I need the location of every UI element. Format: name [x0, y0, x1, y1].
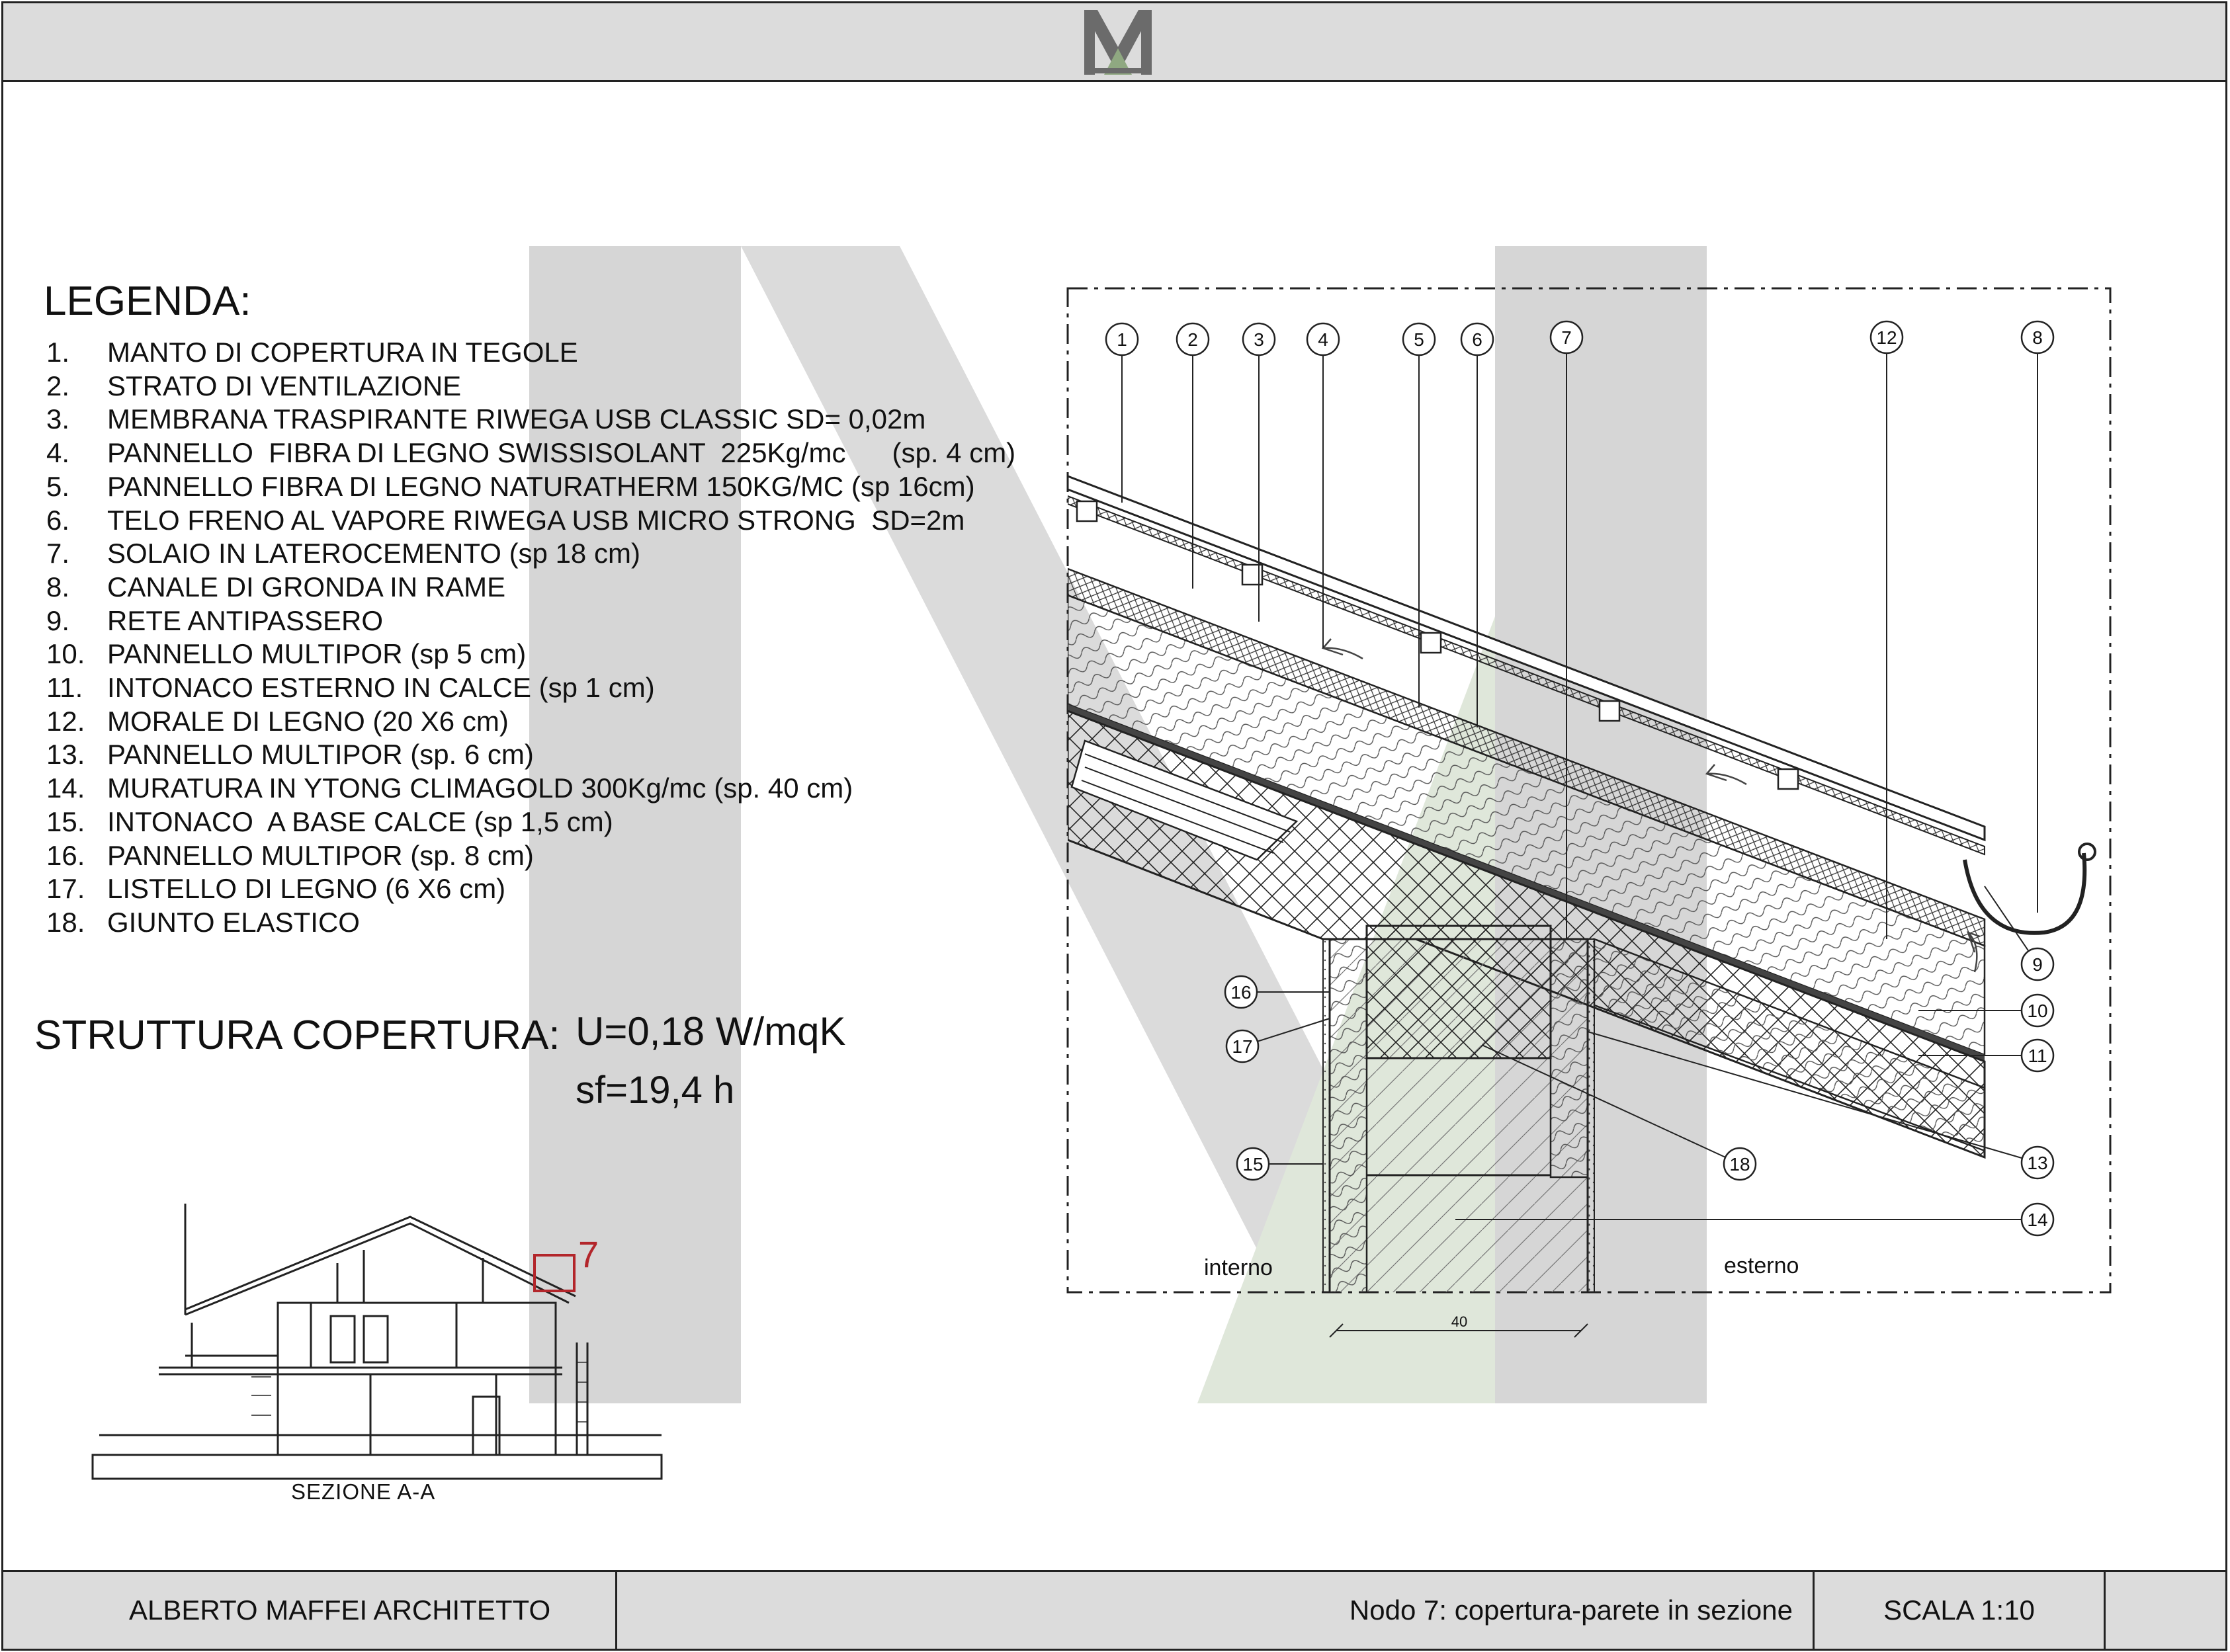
label-interno: interno [1204, 1255, 1273, 1280]
legend-item [46, 638, 1015, 671]
callout-number: 11 [2028, 1046, 2047, 1066]
legend-item-text: PANNELLO FIBRA DI LEGNO NATURATHERM 150KG/MC (sp 16cm) [107, 470, 975, 502]
legend-item [46, 537, 1015, 571]
label-esterno: esterno [1724, 1253, 1799, 1278]
legend-item [46, 705, 1015, 739]
legend-item-text: STRATO DI VENTILAZIONE [107, 370, 462, 401]
sf-value: sf=19,4 h [576, 1069, 735, 1112]
section-a-a-drawing [86, 1204, 668, 1481]
callout-number: 14 [2027, 1210, 2048, 1230]
footer-title-cell [617, 1572, 1815, 1649]
callout-number: 15 [1242, 1154, 1264, 1175]
callout-number: 18 [1729, 1154, 1750, 1175]
callout-number: 10 [2027, 1001, 2048, 1021]
legend-item-number: 3. [46, 403, 70, 435]
legend-item [46, 738, 1015, 772]
legend-item-number: 4. [46, 437, 70, 469]
legend-item [46, 571, 1015, 604]
header-bar [1, 1, 2227, 82]
legend-item-number: 12. [46, 705, 85, 737]
callout-number: 13 [2027, 1153, 2048, 1173]
legend-item-text: PANNELLO MULTIPOR (sp 5 cm) [107, 638, 527, 670]
callout-number: 3 [1254, 329, 1264, 350]
legend-item-number: 17. [46, 873, 85, 905]
legend-item-number: 14. [46, 772, 85, 804]
legend-list [46, 336, 1015, 940]
legend-item-text: CANALE DI GRONDA IN RAME [107, 571, 506, 602]
logo-m-icon [1082, 7, 1154, 77]
callout-number: 9 [2032, 954, 2043, 975]
legend-item-text: PANNELLO MULTIPOR (sp. 8 cm) [107, 839, 534, 871]
legend-item-number: 7. [46, 538, 70, 569]
callout-number: 2 [1187, 329, 1198, 350]
callout-number: 4 [1318, 329, 1328, 350]
legend-item-number: 16. [46, 839, 85, 871]
legend-item-text: SOLAIO IN LATEROCEMENTO (sp 18 cm) [107, 538, 640, 569]
legend-item-number: 1. [46, 337, 70, 368]
legend-item-number: 6. [46, 504, 70, 536]
legend-item-number: 15. [46, 805, 85, 837]
footer-title: Nodo 7: copertura-parete in sezione [1349, 1594, 1793, 1626]
legend-item-number: 9. [46, 604, 70, 636]
legend-item-number: 2. [46, 370, 70, 401]
footer-bar [1, 1570, 2227, 1651]
legend-item [46, 872, 1015, 906]
legend-item-text: PANNELLO MULTIPOR (sp. 6 cm) [107, 739, 534, 770]
legend-item [46, 805, 1015, 839]
callout-number: 5 [1414, 329, 1424, 350]
structure-title: STRUTTURA COPERTURA: [34, 1012, 560, 1058]
legend-item [46, 772, 1015, 805]
legend-item [46, 336, 1015, 370]
callout-number: 6 [1472, 329, 1482, 350]
legend-item [46, 504, 1015, 538]
legend-item-text: RETE ANTIPASSERO [107, 604, 383, 636]
callout-number: 16 [1230, 982, 1252, 1003]
legend-item-number: 10. [46, 638, 85, 670]
footer-scale: SCALA 1:10 [1883, 1594, 2035, 1626]
callout-number: 8 [2032, 327, 2043, 348]
legend-item [46, 436, 1015, 470]
legend-item-text: MEMBRANA TRASPIRANTE RIWEGA USB CLASSIC SD= 0,02m [107, 403, 926, 435]
legend-item-text: LISTELLO DI LEGNO (6 X6 cm) [107, 873, 506, 905]
callout-number: 12 [1876, 327, 1897, 348]
callout-number: 1 [1117, 329, 1127, 350]
roof-wall-detail [1058, 278, 2130, 1362]
legend-item-text: INTONACO A BASE CALCE (sp 1,5 cm) [107, 805, 613, 837]
footer-scale-cell [1815, 1572, 2106, 1649]
legend-item-text: GIUNTO ELASTICO [107, 906, 360, 938]
legend-item-text: MORALE DI LEGNO (20 X6 cm) [107, 705, 509, 737]
legend-item-number: 5. [46, 470, 70, 502]
legend-item [46, 671, 1015, 705]
legend-item-text: INTONACO ESTERNO IN CALCE (sp 1 cm) [107, 672, 655, 704]
legend-item-number: 8. [46, 571, 70, 602]
footer-author-cell [3, 1572, 617, 1649]
section-label: SEZIONE A-A [291, 1479, 436, 1504]
section-marker: 7 [578, 1233, 599, 1275]
dimension-value: 40 [1451, 1313, 1468, 1330]
legend-item-text: MANTO DI COPERTURA IN TEGOLE [107, 337, 578, 368]
legend-item [46, 604, 1015, 638]
footer-author: ALBERTO MAFFEI ARCHITETTO [129, 1594, 551, 1626]
legend-item-number: 13. [46, 739, 85, 770]
legend-item-text: MURATURA IN YTONG CLIMAGOLD 300Kg/mc (sp. 40 cm) [107, 772, 853, 804]
callout-number: 7 [1561, 327, 1572, 348]
legend-item [46, 839, 1015, 873]
legend-title: LEGENDA: [44, 278, 251, 324]
legend-item [46, 470, 1015, 504]
callout-number: 17 [1232, 1036, 1253, 1057]
legend-item [46, 403, 1015, 436]
legend-item [46, 370, 1015, 403]
u-value: U=0,18 W/mqK [576, 1009, 846, 1053]
legend-item-text: TELO FRENO AL VAPORE RIWEGA USB MICRO STRONG SD=2m [107, 504, 965, 536]
legend-item-number: 11. [46, 672, 83, 704]
legend-item-text: PANNELLO FIBRA DI LEGNO SWISSISOLANT 225Kg/mc (sp. 4 cm) [107, 437, 1016, 469]
legend-item-number: 18. [46, 906, 85, 938]
legend-item [46, 906, 1015, 940]
